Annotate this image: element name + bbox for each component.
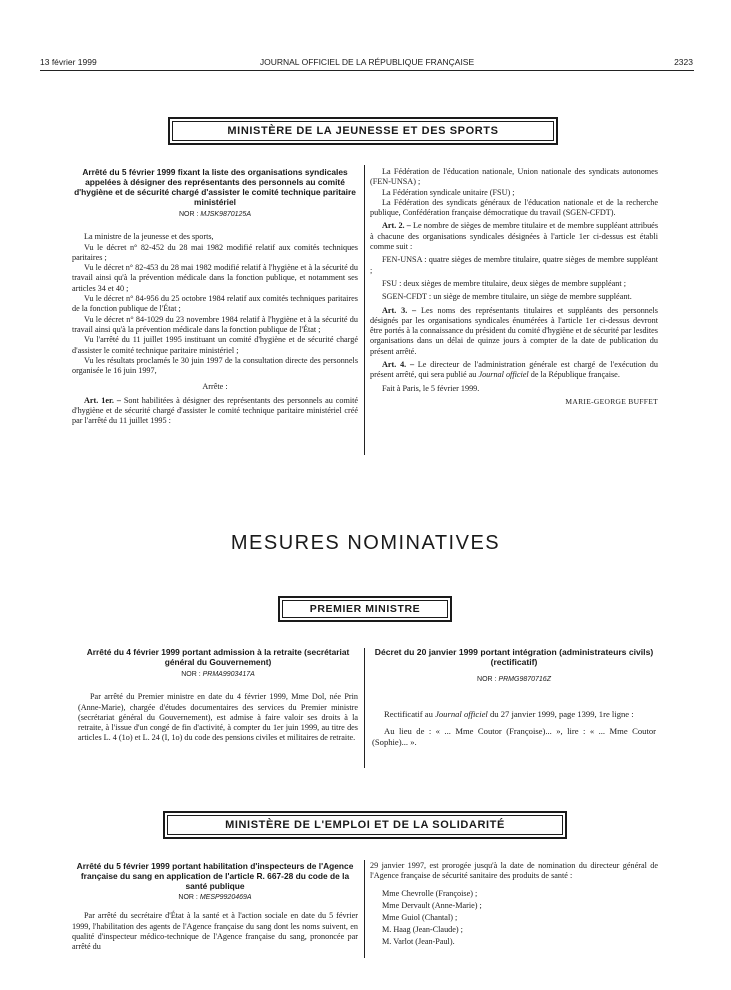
- paragraph: Au lieu de : « ... Mme Coutor (Françoise)... », lire : « ... Mme Coutor (Sophie)... ».: [372, 726, 656, 748]
- paragraph: Vu les résultats proclamés le 30 juin 1997 de la consultation directe des personnels organisée le 16 juin 1997,: [72, 355, 358, 376]
- paragraph: Vu l'arrêté du 11 juillet 1995 instituant un comité d'hygiène et de sécurité chargé d'assister le comité technique paritaire ministériel ;: [72, 335, 358, 355]
- seat-line: FEN-UNSA : quatre sièges de membre titulaire, quatre sièges de membre suppléant ;: [370, 255, 658, 275]
- nor-line: NOR : MESP9920469A: [178, 894, 252, 901]
- section1-right-column: [370, 167, 658, 407]
- arrete-title: Arrêté du 5 février 1999 fixant la liste des organisations syndicales appelées à désigner des représentants des personnels au comité d'hygiène et de sécurité chargé d'assister le comité technique paritaire ministériel: [74, 167, 356, 207]
- names-list: [370, 888, 658, 948]
- paragraph: La Fédération de l'éducation nationale, Union nationale des syndicats autonomes (FEN-UNSA) ;: [370, 167, 658, 187]
- ministry-box-emploi: [163, 811, 567, 839]
- seat-line: FSU : deux sièges de membre titulaire, deux sièges de membre suppléant ;: [382, 278, 626, 288]
- paragraph: 29 janvier 1997, est prorogée jusqu'à la date de nomination du directeur général de l'Agence française de sécurité sanitaire des produits de santé :: [370, 861, 658, 881]
- list-item: Mme Dervault (Anne-Marie) ;: [382, 900, 482, 910]
- article-label: Art. 1er. –: [84, 395, 121, 405]
- decret-title: Décret du 20 janvier 1999 portant intégration (administrateurs civils) (rectificatif): [374, 647, 654, 667]
- paragraph: La Fédération syndicale unitaire (FSU) ;: [382, 187, 515, 197]
- section3-left-column: [72, 861, 358, 952]
- paragraph: Rectificatif au Journal officiel du 27 janvier 1999, page 1399, 1re ligne :: [384, 709, 634, 720]
- paragraph: La ministre de la jeunesse et des sports,: [84, 232, 214, 242]
- nor-line: NOR : PRMG9870716Z: [477, 676, 551, 683]
- arrete-word: Arrête :: [202, 382, 228, 392]
- section-heading-mesures: MESURES NOMINATIVES: [230, 532, 501, 554]
- fait-line: Fait à Paris, le 5 février 1999.: [382, 383, 480, 393]
- seat-line: SGEN-CFDT : un siège de membre titulaire, un siège de membre suppléant.: [382, 292, 632, 302]
- nor-line: NOR : MJSK9870125A: [179, 211, 251, 218]
- nor-code: PRMA9903417A: [202, 671, 255, 678]
- paragraph: Vu le décret n° 84-1029 du 23 novembre 1984 relatif à l'hygiène et à la sécurité du travail ainsi qu'à la prévention médicale dans la fonction publique de l'État ;: [72, 314, 358, 334]
- section2-right-column: [372, 647, 656, 748]
- header-page-number: 2323: [674, 57, 693, 67]
- paragraph: La Fédération des syndicats généraux de l'éducation nationale et de la recherche publique, Confédération française démocratique du travail (SGEN-CFDT).: [370, 197, 658, 218]
- nor-line: NOR : PRMA9903417A: [181, 671, 255, 678]
- column-divider: [364, 165, 365, 455]
- header-journal: JOURNAL OFFICIEL DE LA RÉPUBLIQUE FRANÇAISE: [259, 57, 475, 67]
- paragraph: Par arrêté du secrétaire d'État à la santé et à l'action sociale en date du 5 février 1999, l'habilitation des agents de l'Agence française du sang dont les noms suivent, en qualité d'inspecteur médico-technique de l'Agence française du sang, prononcée par arrêté du: [72, 911, 358, 952]
- ministry-box-premier: [278, 596, 452, 622]
- header-rule: [40, 70, 694, 71]
- paragraph: Vu le décret n° 84-956 du 25 octobre 1984 relatif aux comités techniques paritaires de la fonction publique de l'État ;: [72, 294, 358, 314]
- signature: MARIE-GEORGE BUFFET: [565, 396, 658, 406]
- list-item: M. Haag (Jean-Claude) ;: [382, 924, 463, 934]
- nor-code: MESP9920469A: [199, 894, 252, 901]
- list-item: Mme Guiol (Chantal) ;: [382, 912, 458, 922]
- paragraph: Vu le décret n° 82-452 du 28 mai 1982 modifié relatif aux comités techniques paritaires ;: [72, 242, 358, 262]
- article-3: Art. 3. – Les noms des représentants titulaires et suppléants des personnels désignés par les organisations syndicales énumérées à l'article 1er ci-dessus devront être portés à la connaissance du président du comité d'hygiène et de sécurité par lesdites organisations dans un délai de quinze jours à compter de la date de publication du présent arrêté.: [370, 305, 658, 356]
- list-item: Mme Chevrolle (Françoise) ;: [382, 888, 478, 898]
- ministry-title: MINISTÈRE DE LA JEUNESSE ET DES SPORTS: [172, 121, 554, 141]
- header-date: 13 février 1999: [40, 57, 97, 67]
- arrete-title: Arrêté du 4 février 1999 portant admission à la retraite (secrétariat général du Gouvernement): [86, 647, 350, 667]
- paragraph: Par arrêté du Premier ministre en date du 4 février 1999, Mme Dol, née Prin (Anne-Marie), chargée d'études documentaires des services du Premier ministre (secrétariat général du Gouvernement), est admise à faire valoir ses droits à la retraite, à l'issue d'un congé de fin d'activité, à compter du 1er juin 1999, au titre des articles L. 4 (1o) et L. 24 (I, 1o) du code des pensions civiles et militaires de retraite.: [78, 692, 358, 743]
- ministry-title: MINISTÈRE DE L'EMPLOI ET DE LA SOLIDARITÉ: [167, 815, 563, 835]
- nor-code: MJSK9870125A: [200, 211, 251, 218]
- article-4: Art. 4. – Le directeur de l'administration générale est chargé de l'exécution du présent arrêté, qui sera publié au Journal officiel de la République française.: [370, 360, 658, 380]
- ministry-title: PREMIER MINISTRE: [282, 600, 448, 618]
- list-item: M. Varlot (Jean-Paul).: [382, 936, 455, 946]
- ministry-box-jeunesse: [168, 117, 558, 145]
- paragraph: Vu le décret n° 82-453 du 28 mai 1982 modifié relatif à l'hygiène et à la sécurité du travail ainsi qu'à la prévention médicale dans la fonction publique, et notamment ses articles 34 et 40 ;: [72, 263, 358, 293]
- article-1: Art. 1er. – Sont habilitées à désigner des représentants des personnels au comité d'hygiène et de sécurité chargé d'assister le comité technique paritaire ministériel créé par l'arrêté du 11 juillet 1995 :: [72, 395, 358, 426]
- nor-code: PRMG9870716Z: [498, 676, 551, 683]
- column-divider: [364, 648, 365, 768]
- column-divider: [364, 860, 365, 958]
- section2-left-column: [78, 647, 358, 744]
- section3-right-column: [370, 861, 658, 948]
- article-2: Art. 2. – Le nombre de sièges de membre titulaire et de membre suppléant attribués à chacune des organisations syndicales désignées à l'article 1er ci-dessus est établi comme suit :: [370, 221, 659, 252]
- section1-left-column: [72, 167, 358, 427]
- arrete-title: Arrêté du 5 février 1999 portant habilitation d'inspecteurs de l'Agence française du sang en application de l'article R. 667-28 du code de la santé publique: [76, 861, 354, 891]
